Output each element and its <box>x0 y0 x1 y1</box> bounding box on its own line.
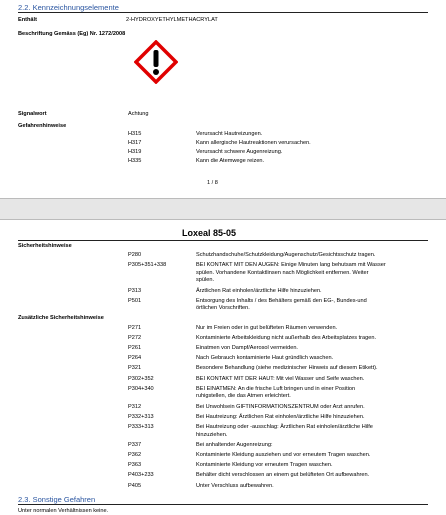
statement-text-line: Bei Hautreizung: Ärztlichen Rat einholen/ärztliche Hilfe hinzuziehen. <box>196 413 365 420</box>
section-divider-2-3 <box>18 504 428 505</box>
header-divider <box>18 240 428 241</box>
statement-text-line: Unter Verschluss aufbewahren. <box>196 482 274 489</box>
hazard-text: Verursacht Hautreizungen. <box>196 131 263 137</box>
statement-text-line: spülen. Vorhandene Kontaktlinsen nach Möglichkeit entfernen. Weiter <box>196 269 369 276</box>
statement-code: P280 <box>128 252 142 258</box>
statement-text-line: örtlichen Vorschriften. <box>196 305 250 312</box>
statement-code: P302+352 <box>128 375 154 382</box>
hazard-code: H335 <box>128 158 142 164</box>
gefahrenhinweise-label: Gefahrenhinweise <box>18 123 67 129</box>
statement-code: P501 <box>128 297 142 304</box>
statement-text-line: Bei Hautreizung oder -ausschlag: Ärztlichen Rat einholen/ärztliche Hilfe <box>196 424 373 430</box>
statement-code: P272 <box>128 334 142 341</box>
statement-code: P313 <box>128 287 142 294</box>
statement-text-line: Kontaminierte Kleidung vor erneutem Tragen waschen. <box>196 462 333 469</box>
statement-text-line: Behälter dicht verschlossen an einem gut belüfteten Ort aufbewahren. <box>196 472 370 479</box>
statement-code: P264 <box>128 355 142 362</box>
statement-text-line: Nur im Freien oder in gut belüfteten Räumen verwenden. <box>196 324 338 331</box>
statement-text-line: Bei anhaltender Augenreizung: <box>196 441 273 448</box>
hazard-text: Kann allergische Hautreaktionen verursachen. <box>196 140 311 146</box>
hazard-code: H317 <box>128 140 142 146</box>
statement-text-line: Ärztlichen Rat einholen/ärztliche Hilfe hinzuziehen. <box>196 287 322 294</box>
statement-text-line: Bei Unwohlsein GIFTINFORMATIONSZENTRUM oder Arzt anrufen. <box>196 403 365 410</box>
statement-text-line: ruhigstellen, die das Atmen erleichtert. <box>196 393 291 400</box>
statement-text-line: BEI KONTAKT MIT DER HAUT: Mit viel Wasser und Seife waschen. <box>196 375 365 382</box>
statement-text-line: spülen. <box>196 277 215 284</box>
hazard-code: H319 <box>128 149 142 155</box>
product-title: Loxeal 85-05 <box>182 228 237 238</box>
statement-code: P333+313 <box>128 424 154 430</box>
statement-code: P332+313 <box>128 413 154 420</box>
section-divider <box>18 12 428 13</box>
signalwort-value: Achtung <box>128 111 149 117</box>
enthalt-label: Enthält <box>18 17 37 23</box>
sicherheitshinweise-label: Sicherheitshinweise <box>18 243 72 249</box>
statement-code: P312 <box>128 403 142 410</box>
statement-code: P403+233 <box>128 472 154 479</box>
statement-text-line: BEI EINATMEN: An die frische Luft bringen und in einer Position <box>196 385 356 392</box>
statement-text-line: BEI KONTAKT MIT DEN AUGEN: Einige Minuten lang behutsam mit Wasser <box>196 262 386 269</box>
statement-text-line: Kontaminierte Kleidung ausziehen und vor erneutem Tragen waschen. <box>196 452 371 458</box>
statement-code: P363 <box>128 462 142 469</box>
statement-code: P261 <box>128 345 142 351</box>
statement-code: P405 <box>128 482 142 489</box>
statement-text-line: hinzuziehen. <box>196 431 228 438</box>
statement-text-line: Kontaminierte Arbeitskleidung nicht außerhalb des Arbeitsplatzes tragen. <box>196 334 377 341</box>
exclamation-mark-diamond-icon <box>134 40 178 84</box>
statement-code: P362 <box>128 452 142 458</box>
statement-text-line: Entsorgung des Inhalts / des Behälters gemäß den EG-, Bundes-und <box>196 297 367 304</box>
statement-text-line: Besondere Behandlung (siehe medizinischer Hinweis auf diesem Etikett). <box>196 365 378 372</box>
statement-text-line: Nach Gebrauch kontaminierte Haut gründlich waschen. <box>196 355 334 362</box>
page-gap <box>0 198 446 220</box>
statement-code: P337 <box>128 441 142 448</box>
zusaetzliche-hinweise-label: Zusätzliche Sicherheitshinweise <box>18 315 104 322</box>
hazard-text: Verursacht schwere Augenreizung. <box>196 149 283 155</box>
page-number: 1 / 8 <box>207 180 218 186</box>
hazard-code: H315 <box>128 131 142 137</box>
page-edge-bottom <box>0 198 446 199</box>
enthalt-value: 2-HYDROXYETHYLMETHACRYLAT <box>126 17 218 23</box>
statement-text-line: Schutzhandschuhe/Schutzkleidung/Augenschutz/Gesichtsschutz tragen. <box>196 252 376 258</box>
page-edge-top <box>0 219 446 220</box>
statement-code: P304+340 <box>128 385 154 392</box>
section-heading-2-2: 2.2. Kennzeichnungselemente <box>18 3 119 12</box>
statement-text-line: Einatmen von Dampf/Aerosol vermeiden. <box>196 345 298 351</box>
statement-code: P271 <box>128 324 142 331</box>
sonstige-gefahren-text: Unter normalen Verhältnissen keine. <box>18 507 109 514</box>
hazard-text: Kann die Atemwege reizen. <box>196 158 265 164</box>
section-heading-2-3: 2.3. Sonstige Gefahren <box>18 494 96 504</box>
statement-code: P321 <box>128 365 142 372</box>
statement-code: P305+351+338 <box>128 262 167 269</box>
beschriftung-label: Beschriftung Gemäss (Eg) Nr. 1272/2008 <box>18 31 126 37</box>
signalwort-label: Signalwort <box>18 111 47 117</box>
